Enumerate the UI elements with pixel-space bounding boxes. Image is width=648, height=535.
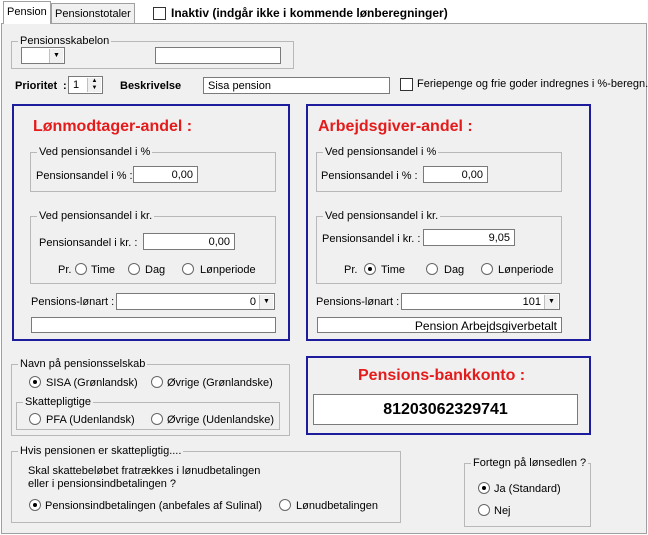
fortegn-group — [464, 457, 591, 527]
skattepligtige-legend: Skattepligtige — [25, 396, 92, 408]
employee-kr-legend: Ved pensionsandel i kr. — [39, 210, 153, 222]
fortegn-nej-label: Nej — [494, 505, 511, 517]
employee-lonart-description — [31, 317, 276, 333]
ovrige-gronlandske-radio[interactable] — [151, 376, 163, 388]
chevron-down-icon[interactable]: ▼ — [544, 295, 558, 309]
fortegn-ja-radio[interactable] — [478, 482, 490, 494]
employer-share-title: Arbejdsgiver-andel : — [318, 118, 473, 135]
inactive-label: Inaktiv (indgår ikke i kommende lønberegninger) — [171, 6, 448, 20]
employee-pct-legend: Ved pensionsandel i % — [39, 146, 151, 158]
beskrivelse-field[interactable]: Sisa pension — [203, 77, 390, 94]
pfa-radio[interactable] — [29, 413, 41, 425]
employee-time-radio[interactable] — [75, 263, 87, 275]
pensionsselskab-legend: Navn på pensionsselskab — [20, 358, 146, 370]
employee-pr-label: Pr. — [58, 264, 72, 276]
prioritet-label: Prioritet — [15, 80, 58, 92]
tab-pension[interactable]: Pension — [3, 1, 51, 24]
pensionsindbetaling-radio[interactable] — [29, 499, 41, 511]
employee-time-label: Time — [91, 264, 116, 276]
employee-dag-radio[interactable] — [128, 263, 140, 275]
pensionsskabelon-code-dropdown[interactable] — [21, 47, 65, 64]
employee-lonart-label: Pensions-lønart : — [31, 296, 115, 308]
employer-lonperiode-radio[interactable] — [481, 263, 493, 275]
ovrige-udenlandske-label: Øvrige (Udenlandske) — [167, 414, 274, 426]
bankkonto-title: Pensions-bankkonto : — [358, 367, 526, 384]
pensionsskabelon-name-field[interactable] — [155, 47, 281, 64]
employee-dag-label: Dag — [145, 264, 166, 276]
pensionsskabelon-legend: Pensionsskabelon — [20, 35, 110, 47]
employee-lonart-dropdown[interactable]: 0 ▼ — [116, 293, 275, 310]
lonudbetaling-label: Lønudbetalingen — [296, 500, 378, 512]
employer-pr-label: Pr. — [344, 264, 358, 276]
skattepligtig-question-line1: Skal skattebeløbet fratrækkes i lønudbetalingen — [28, 465, 261, 477]
bankkonto-input[interactable]: 81203062329741 — [313, 394, 578, 425]
employer-lonperiode-label: Lønperiode — [498, 264, 554, 276]
tab-pensionstotaler[interactable]: Pensionstotaler — [51, 3, 135, 24]
employee-lonperiode-radio[interactable] — [182, 263, 194, 275]
employer-lonart-description: Pension Arbejdsgiverbetalt — [317, 317, 562, 333]
employer-lonart-dropdown[interactable]: 101 ▼ — [401, 293, 560, 310]
spinner-arrows-icon[interactable]: ▲ ▼ — [87, 78, 101, 92]
employer-pct-legend: Ved pensionsandel i % — [325, 146, 437, 158]
employer-time-radio[interactable] — [364, 263, 376, 275]
beskrivelse-label: Beskrivelse — [120, 80, 182, 92]
employer-time-label: Time — [381, 264, 406, 276]
employee-kr-label: Pensionsandel i kr. : — [39, 237, 138, 249]
inactive-checkbox[interactable] — [153, 7, 166, 20]
prioritet-colon: : — [63, 80, 67, 92]
employer-lonart-label: Pensions-lønart : — [316, 296, 400, 308]
employer-dag-radio[interactable] — [426, 263, 438, 275]
feriepenge-checkbox[interactable] — [400, 78, 413, 91]
ovrige-gronlandske-label: Øvrige (Grønlandske) — [167, 377, 273, 389]
employer-kr-legend: Ved pensionsandel i kr. — [325, 210, 439, 222]
prioritet-spinner[interactable]: 1 ▲ ▼ — [68, 76, 103, 94]
employee-share-title: Lønmodtager-andel : — [33, 118, 193, 135]
chevron-down-icon[interactable]: ▼ — [49, 49, 63, 63]
ovrige-udenlandske-radio[interactable] — [151, 413, 163, 425]
sisa-label: SISA (Grønlandsk) — [46, 377, 138, 389]
employer-pct-label: Pensionsandel i % : — [321, 170, 418, 182]
employer-dag-label: Dag — [444, 264, 465, 276]
sisa-radio[interactable] — [29, 376, 41, 388]
fortegn-legend: Fortegn på lønsedlen ? — [473, 457, 587, 469]
fortegn-nej-radio[interactable] — [478, 504, 490, 516]
lonudbetaling-radio[interactable] — [279, 499, 291, 511]
employee-pct-label: Pensionsandel i % : — [36, 170, 133, 182]
employer-kr-label: Pensionsandel i kr. : — [322, 233, 421, 245]
skattepligtig-question-line2: eller i pensionsindbetalingen ? — [28, 478, 176, 490]
employee-lonperiode-label: Lønperiode — [200, 264, 256, 276]
pfa-label: PFA (Udenlandsk) — [46, 414, 135, 426]
skattepligtig-legend: Hvis pensionen er skattepligtig.... — [20, 445, 182, 457]
pensionsindbetaling-label: Pensionsindbetalingen (anbefales af Sulinal) — [45, 500, 263, 512]
employee-pct-input[interactable]: 0,00 — [133, 166, 198, 183]
employee-kr-input[interactable]: 0,00 — [143, 233, 235, 250]
employer-pct-input[interactable]: 0,00 — [423, 166, 488, 183]
feriepenge-label: Feriepenge og frie goder indregnes i %-beregn. — [417, 78, 648, 90]
chevron-down-icon[interactable]: ▼ — [259, 295, 273, 309]
employer-kr-input[interactable]: 9,05 — [423, 229, 515, 246]
fortegn-ja-label: Ja (Standard) — [494, 483, 561, 495]
